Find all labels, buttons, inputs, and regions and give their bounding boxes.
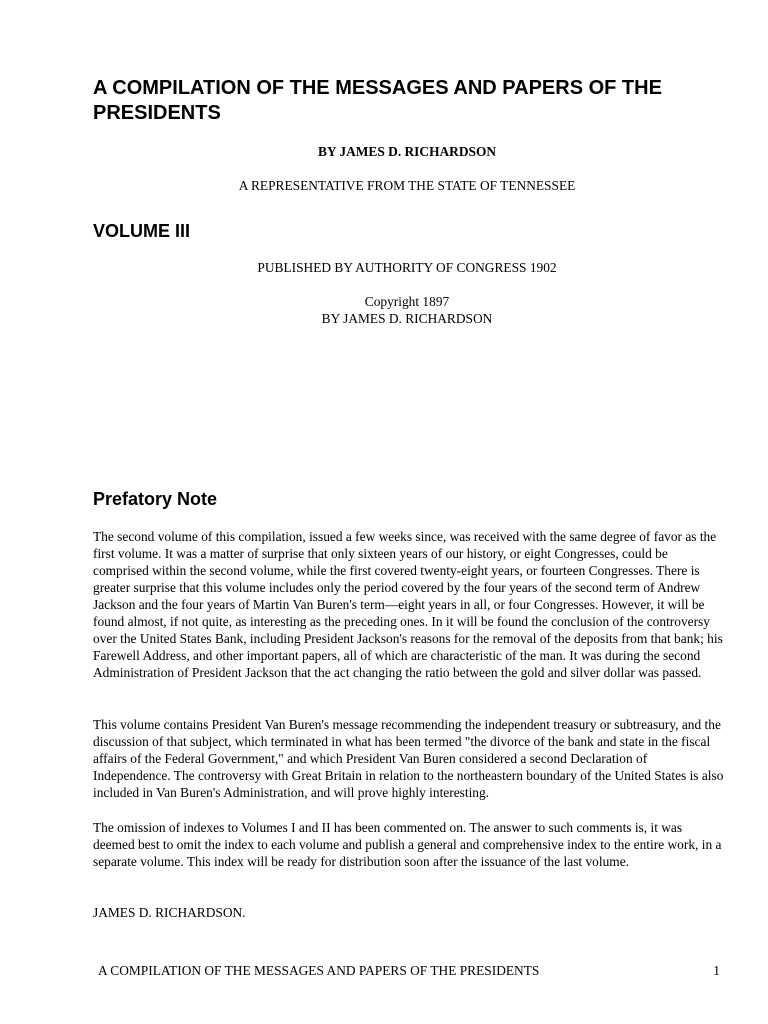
paragraph: The omission of indexes to Volumes I and II has been commented on. The answer to such comments is, it was deemed best to omit the index to each volume and publish a general and comprehensive index to the entire work, in a separate volume. This index will be ready for distribution soon after the issuance of the last volume.	[93, 820, 722, 869]
copyright-byline: BY JAMES D. RICHARDSON	[321, 311, 493, 326]
signature: JAMES D. RICHARDSON.	[93, 905, 246, 920]
section-heading: Prefatory Note	[93, 489, 218, 509]
publication-note: PUBLISHED BY AUTHORITY OF CONGRESS 1902	[257, 260, 557, 275]
paragraph: This volume contains President Van Buren's message recommending the independent treasury or subtreasury, and the discussion of that subject, which terminated in what has been termed "the divorce of the bank and state in the fiscal affairs of the Federal Government," and which President Van Buren considered a second Declaration of Independence. The controversy with Great Britain in relation to the northeastern boundary of the United States is also included in Van Buren's Administration, and will prove highly interesting.	[93, 717, 724, 800]
volume-heading: VOLUME III	[93, 221, 191, 241]
document-title: A COMPILATION OF THE MESSAGES AND PAPERS OF THE PRESIDENTS	[93, 77, 662, 124]
footer-title: A COMPILATION OF THE MESSAGES AND PAPERS OF THE PRESIDENTS	[98, 963, 540, 978]
page-number: 1	[713, 963, 720, 978]
copyright-line: Copyright 1897	[364, 294, 450, 309]
author-byline: BY JAMES D. RICHARDSON	[317, 144, 497, 159]
paragraph: The second volume of this compilation, issued a few weeks since, was received with the same degree of favor as the first volume. It was a matter of surprise that only sixteen years of our history, or eight Congresses, could be comprised within the second volume, while the first covered twenty-eight years, or fourteen Congresses. There is greater surprise that this volume includes only the period covered by the four years of the second term of Andrew Jackson and the four years of Martin Van Buren's term—eight years in all, or four Congresses. However, it will be found almost, if not quite, as interesting as the preceding ones. In it will be found the conclusion of the controversy over the United States Bank, including President Jackson's reasons for the removal of the deposits from that bank; his Farewell Address, and other important papers, all of which are characteristic of the man. It was during the second Administration of President Jackson that the act changing the ratio between the gold and silver dollar was passed.	[93, 529, 723, 680]
author-representative: A REPRESENTATIVE FROM THE STATE OF TENNESSEE	[238, 178, 576, 193]
